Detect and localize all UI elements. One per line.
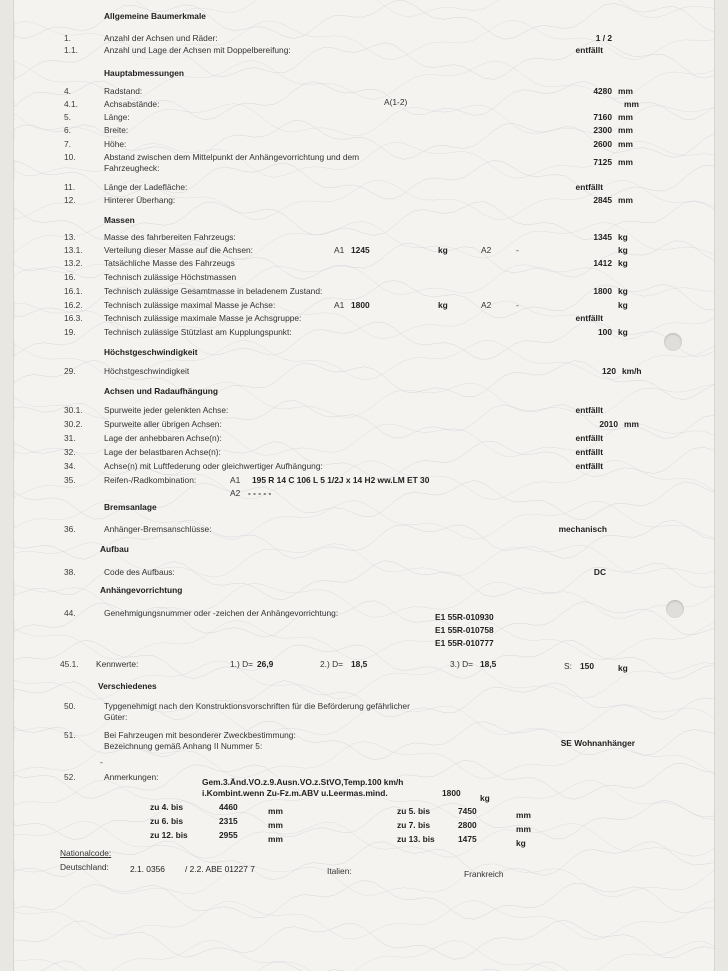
remarks-left-label: zu 6. bis xyxy=(150,816,184,826)
section-general: Allgemeine Baumerkmale xyxy=(104,11,206,21)
remarks-left-value: 2315 xyxy=(219,816,238,826)
kennwert-d2-label: 2.) D= xyxy=(320,659,344,669)
row-label: Tatsächliche Masse des Fahrzeugs xyxy=(104,258,235,268)
row-label: Lage der belastbaren Achse(n): xyxy=(104,447,221,457)
national-it-label: Italien: xyxy=(327,866,352,876)
national-de-value-2: / 2.2. ABE 01227 7 xyxy=(185,864,255,874)
section-body: Aufbau xyxy=(100,544,129,554)
row-number: 50. xyxy=(64,701,76,711)
tyres-a2-value: - - - - - xyxy=(248,488,272,498)
mass-dist-unit: kg xyxy=(438,245,448,255)
remarks-right-unit: mm xyxy=(516,810,531,820)
axle-max-a1-value: 1800 xyxy=(351,300,370,310)
row-unit: kg xyxy=(618,245,628,255)
row-label-continued: Güter: xyxy=(104,712,128,722)
row-number: 1. xyxy=(64,33,71,43)
remarks-left-label: zu 12. bis xyxy=(150,830,188,840)
row-label: Reifen-/Radkombination: xyxy=(104,475,197,485)
row-number: 30.1. xyxy=(64,405,83,415)
row-label: Technisch zulässige Gesamtmasse in beladenem Zustand: xyxy=(104,286,323,296)
axle-max-a2-value: - xyxy=(516,300,519,310)
row-value: 100 xyxy=(598,327,612,337)
row-label: Anmerkungen: xyxy=(104,772,159,782)
row-number: 34. xyxy=(64,461,76,471)
section-masses: Massen xyxy=(104,215,135,225)
remarks-line-2-value: 1800 xyxy=(442,788,461,798)
row-value: entfällt xyxy=(575,313,603,323)
approval-number-3: E1 55R-010777 xyxy=(435,638,494,648)
kennwert-s-value: 150 xyxy=(580,661,594,671)
national-de-value-1: 2.1. 0356 xyxy=(130,864,165,874)
row-number: 38. xyxy=(64,567,76,577)
row-unit: mm xyxy=(624,419,639,429)
row-label: Höhe: xyxy=(104,139,127,149)
row-number: 16. xyxy=(64,272,76,282)
row-label: Genehmigungsnummer oder -zeichen der Anhängevorrichtung: xyxy=(104,608,339,618)
row-label: Achse(n) mit Luftfederung oder gleichwertiger Aufhängung: xyxy=(104,461,323,471)
row-value: entfällt xyxy=(575,182,603,192)
remarks-left-value: 4460 xyxy=(219,802,238,812)
row-number: 16.3. xyxy=(64,313,83,323)
row-label: Kennwerte: xyxy=(96,659,139,669)
row-label: Achsabstände: xyxy=(104,99,160,109)
row-number: 44. xyxy=(64,608,76,618)
row-51-dash: - xyxy=(100,757,103,767)
row-unit: mm xyxy=(618,157,633,167)
section-speed: Höchstgeschwindigkeit xyxy=(104,347,198,357)
section-dimensions: Hauptabmessungen xyxy=(104,68,185,78)
row-number: 52. xyxy=(64,772,76,782)
row-label: Lage der anhebbaren Achse(n): xyxy=(104,433,222,443)
row-number: 4. xyxy=(64,86,71,96)
row-label: Breite: xyxy=(104,125,129,135)
row-label: Anzahl und Lage der Achsen mit Doppelbereifung: xyxy=(104,45,291,55)
approval-number-1: E1 55R-010930 xyxy=(435,612,494,622)
row-number: 5. xyxy=(64,112,71,122)
row-label: Code des Aufbaus: xyxy=(104,567,175,577)
row-label: Anzahl der Achsen und Räder: xyxy=(104,33,218,43)
row-value: SE Wohnanhänger xyxy=(560,738,635,748)
row-label: Spurweite jeder gelenkten Achse: xyxy=(104,405,229,415)
remarks-right-label: zu 7. bis xyxy=(397,820,431,830)
row-number: 12. xyxy=(64,195,76,205)
remarks-right-label: zu 5. bis xyxy=(397,806,431,816)
row-label: Technisch zulässige Höchstmassen xyxy=(104,272,237,282)
row-value: 2010 xyxy=(599,419,618,429)
row-number: 1.1. xyxy=(64,45,78,55)
row-unit: mm xyxy=(624,99,639,109)
section-brakes: Bremsanlage xyxy=(104,502,157,512)
document-sheet xyxy=(14,0,714,971)
row-label: Hinterer Überhang: xyxy=(104,195,176,205)
mass-dist-a1-value: 1245 xyxy=(351,245,370,255)
row-value: entfällt xyxy=(575,405,603,415)
remarks-left-unit: mm xyxy=(268,834,283,844)
row-number: 13.2. xyxy=(64,258,83,268)
row-label: Verteilung dieser Masse auf die Achsen: xyxy=(104,245,253,255)
row-label: Spurweite aller übrigen Achsen: xyxy=(104,419,222,429)
punch-hole xyxy=(666,600,684,618)
row-value: DC xyxy=(593,567,606,577)
row-unit: mm xyxy=(618,125,633,135)
row-value: 1412 xyxy=(593,258,612,268)
row-value: 4280 xyxy=(593,86,612,96)
row-number: 13. xyxy=(64,232,76,242)
remarks-right-label: zu 13. bis xyxy=(397,834,435,844)
row-number: 31. xyxy=(64,433,76,443)
kennwert-d3-value: 18,5 xyxy=(480,659,497,669)
row-value: 2600 xyxy=(593,139,612,149)
national-code-heading: Nationalcode: xyxy=(60,848,112,858)
row-value: 1345 xyxy=(593,232,612,242)
row-number: 10. xyxy=(64,152,76,162)
row-label: Höchstgeschwindigkeit xyxy=(104,366,190,376)
row-value: mechanisch xyxy=(558,524,607,534)
tyres-a1-value: 195 R 14 C 106 L 5 1/2J x 14 H2 ww.LM ET 30 xyxy=(252,475,430,485)
mass-dist-a1-label: A1 xyxy=(334,245,345,255)
kennwert-d1-label: 1.) D= xyxy=(230,659,254,669)
row-label: Masse des fahrbereiten Fahrzeugs: xyxy=(104,232,236,242)
remarks-right-unit: kg xyxy=(516,838,526,848)
national-de-label: Deutschland: xyxy=(60,862,109,872)
row-value: 1800 xyxy=(593,286,612,296)
row-value: 1 / 2 xyxy=(595,33,612,43)
remarks-left-value: 2955 xyxy=(219,830,238,840)
section-coupling: Anhängevorrichtung xyxy=(100,585,183,595)
row-unit: km/h xyxy=(622,366,642,376)
national-fr-label: Frankreich xyxy=(464,869,504,879)
row-unit: mm xyxy=(618,86,633,96)
row-number: 45.1. xyxy=(60,659,79,669)
row-value: 120 xyxy=(602,366,616,376)
row-value: 7160 xyxy=(593,112,612,122)
remarks-right-value: 2800 xyxy=(458,820,477,830)
row-label: Länge: xyxy=(104,112,130,122)
approval-number-2: E1 55R-010758 xyxy=(435,625,494,635)
row-number: 51. xyxy=(64,730,76,740)
kennwert-d2-value: 18,5 xyxy=(351,659,368,669)
axle-max-unit: kg xyxy=(438,300,448,310)
row-label: Radstand: xyxy=(104,86,143,96)
row-label-continued: Fahrzeugheck: xyxy=(104,163,160,173)
row-number: 35. xyxy=(64,475,76,485)
row-unit: mm xyxy=(618,139,633,149)
row-value: entfällt xyxy=(575,461,603,471)
row-number: 6. xyxy=(64,125,71,135)
row-number: 29. xyxy=(64,366,76,376)
row-number: 4.1. xyxy=(64,99,78,109)
row-unit: kg xyxy=(618,286,628,296)
section-axles: Achsen und Radaufhängung xyxy=(104,386,218,396)
mass-dist-a2-label: A2 xyxy=(481,245,492,255)
remarks-right-value: 7450 xyxy=(458,806,477,816)
row-number: 36. xyxy=(64,524,76,534)
kennwert-d1-value: 26,9 xyxy=(257,659,274,669)
row-number: 11. xyxy=(64,182,76,192)
row-value: 7125 xyxy=(593,157,612,167)
row-value: 2300 xyxy=(593,125,612,135)
axle-reference: A(1-2) xyxy=(384,97,408,107)
mass-dist-a2-value: - xyxy=(516,245,519,255)
axle-max-a1-label: A1 xyxy=(334,300,345,310)
row-number: 32. xyxy=(64,447,76,457)
remarks-line-1: Gem.3.Änd.VO.z.9.Ausn.VO.z.StVO,Temp.100 km/h xyxy=(202,777,404,787)
kennwert-d3-label: 3.) D= xyxy=(450,659,474,669)
row-number: 13.1. xyxy=(64,245,83,255)
remarks-left-unit: mm xyxy=(268,806,283,816)
section-misc: Verschiedenes xyxy=(98,681,157,691)
row-label: Länge der Ladefläche: xyxy=(104,182,188,192)
remarks-left-label: zu 4. bis xyxy=(150,802,184,812)
row-number: 19. xyxy=(64,327,76,337)
row-number: 30.2. xyxy=(64,419,83,429)
remarks-line-2: i.Kombint.wenn Zu-Fz.m.ABV u.Leermas.mind. xyxy=(202,788,388,798)
kennwert-unit: kg xyxy=(618,663,628,673)
row-number: 16.1. xyxy=(64,286,83,296)
remarks-line-2-unit: kg xyxy=(480,793,490,803)
row-value: 2845 xyxy=(593,195,612,205)
row-label: Typgenehmigt nach den Konstruktionsvorschriften für die Beförderung gefährlicher xyxy=(104,701,410,711)
row-label: Technisch zulässige maximale Masse je Achsgruppe: xyxy=(104,313,302,323)
row-unit: mm xyxy=(618,195,633,205)
row-value: entfällt xyxy=(575,433,603,443)
row-value: entfällt xyxy=(575,447,603,457)
row-label: Anhänger-Bremsanschlüsse: xyxy=(104,524,212,534)
axle-max-a2-label: A2 xyxy=(481,300,492,310)
punch-hole xyxy=(664,333,682,351)
row-number: 16.2. xyxy=(64,300,83,310)
row-label: Technisch zulässige Stützlast am Kupplungspunkt: xyxy=(104,327,292,337)
remarks-right-unit: mm xyxy=(516,824,531,834)
row-number: 7. xyxy=(64,139,71,149)
kennwert-s-label: S: xyxy=(564,661,572,671)
row-unit: kg xyxy=(618,300,628,310)
row-unit: mm xyxy=(618,112,633,122)
row-label-continued: Bezeichnung gemäß Anhang II Nummer 5: xyxy=(104,741,263,751)
row-label: Abstand zwischen dem Mittelpunkt der Anhängevorrichtung und dem xyxy=(104,152,360,162)
tyres-a2-label: A2 xyxy=(230,488,241,498)
remarks-left-unit: mm xyxy=(268,820,283,830)
row-unit: kg xyxy=(618,327,628,337)
remarks-right-value: 1475 xyxy=(458,834,477,844)
tyres-a1-label: A1 xyxy=(230,475,241,485)
row-value: entfällt xyxy=(575,45,603,55)
row-label: Technisch zulässige maximal Masse je Achse: xyxy=(104,300,276,310)
row-unit: kg xyxy=(618,258,628,268)
row-unit: kg xyxy=(618,232,628,242)
row-label: Bei Fahrzeugen mit besonderer Zweckbestimmung: xyxy=(104,730,296,740)
